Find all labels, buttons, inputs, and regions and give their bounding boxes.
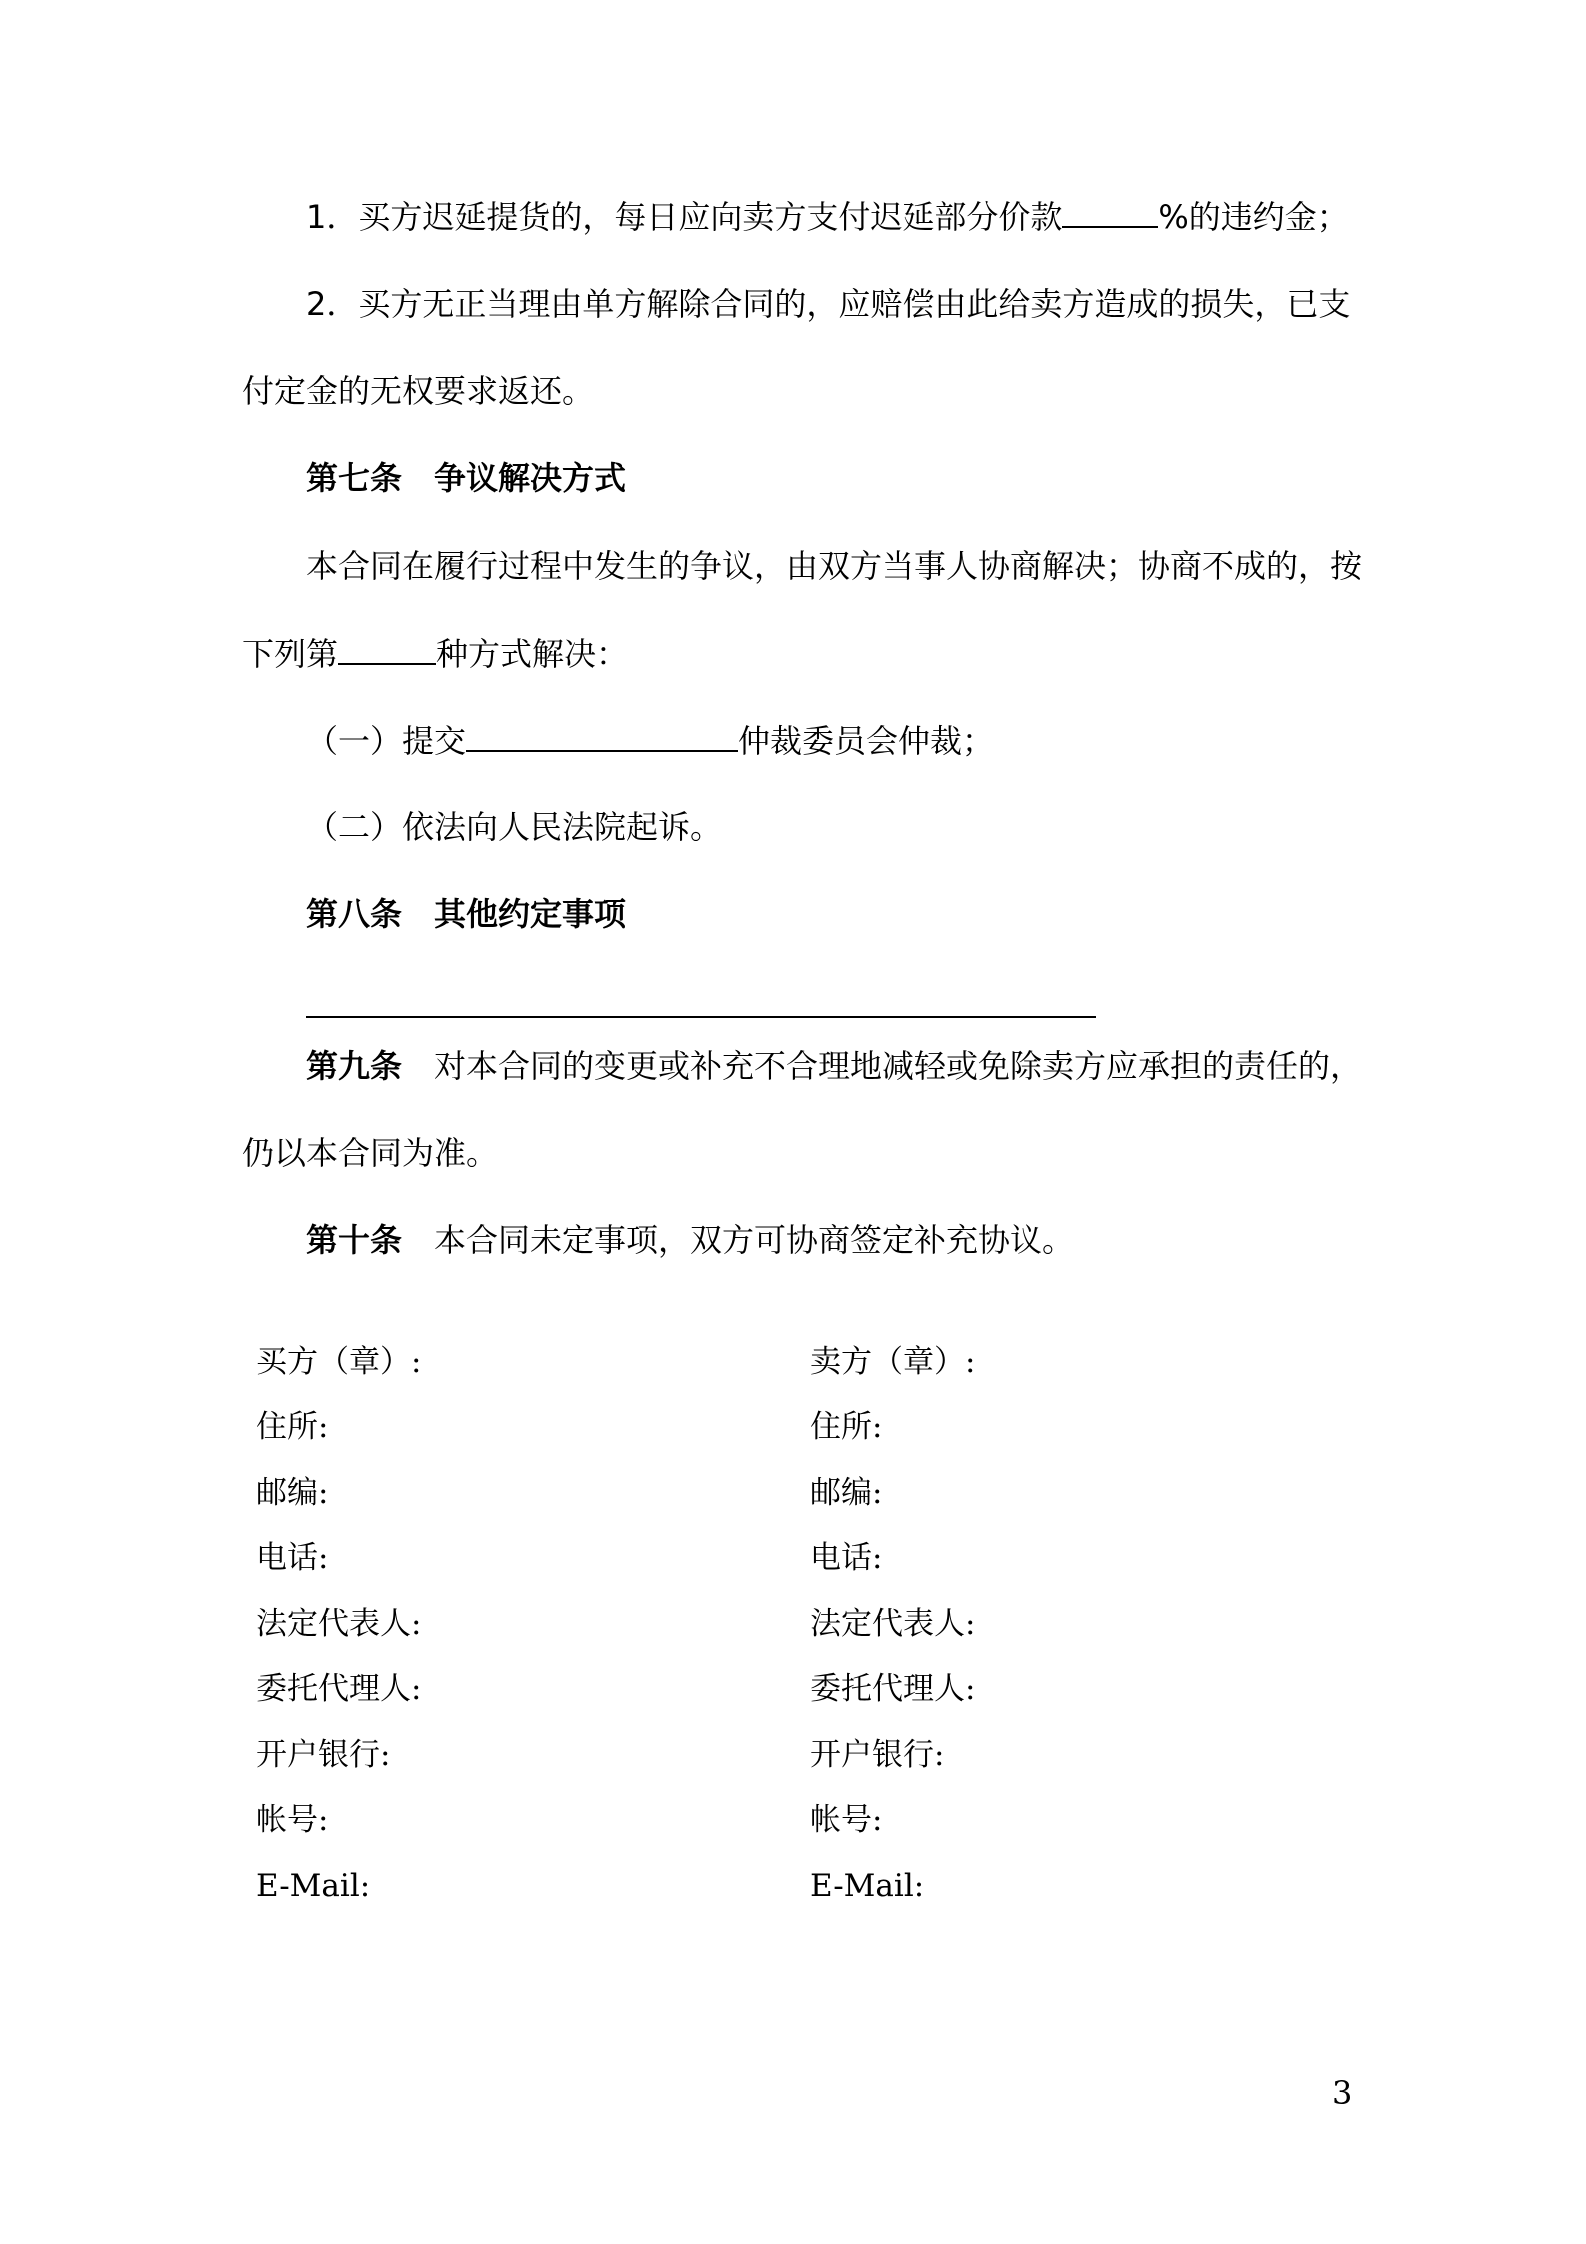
article-8-heading: [306, 894, 626, 934]
buyer-postcode-label: 邮编:: [256, 1475, 329, 1511]
other-terms-blank-line: [306, 1016, 1096, 1018]
article-10-number: 第十条: [306, 1221, 403, 1259]
clause-1-text: 1．买方迟延提货的，每日应向卖方支付迟延部分价款: [306, 198, 1063, 236]
buyer-seal-label: 买方（章）:: [256, 1344, 422, 1380]
article-9-number: 第九条: [306, 1047, 403, 1085]
article-9-line-2: 仍以本合同为准。: [242, 1134, 499, 1172]
penalty-rate-blank: [1062, 196, 1158, 228]
buyer-bank-label: 开户银行:: [256, 1737, 391, 1773]
buyer-legal-rep-label: 法定代表人:: [256, 1606, 422, 1642]
article-7-line-2-start: 下列第: [242, 635, 339, 673]
page-number: 3: [1332, 2074, 1353, 2112]
clause-2-line-1: 2．买方无正当理由单方解除合同的，应赔偿由此给卖方造成的损失，已支: [306, 285, 1351, 323]
article-7-line-1: 本合同在履行过程中发生的争议，由双方当事人协商解决；协商不成的，按: [306, 547, 1363, 585]
buyer-account-label: 帐号:: [256, 1802, 329, 1838]
seller-postcode-label: 邮编:: [810, 1475, 883, 1511]
buyer-address-label: 住所:: [256, 1409, 329, 1445]
seller-email-label: E-Mail:: [810, 1868, 925, 1904]
article-7-number: 第七条: [306, 459, 403, 497]
seller-legal-rep-label: 法定代表人:: [810, 1606, 976, 1642]
article-9-text: 对本合同的变更或补充不合理地减轻或免除卖方应承担的责任的，: [434, 1047, 1363, 1085]
clause-1-text-end: %的违约金；: [1158, 198, 1349, 236]
seller-address-label: 住所:: [810, 1409, 883, 1445]
seller-bank-label: 开户银行:: [810, 1737, 945, 1773]
buyer-email-label: E-Mail:: [256, 1868, 371, 1904]
article-7-option-1: [306, 720, 994, 760]
article-10-line-1: [306, 1220, 1074, 1260]
seller-account-label: 帐号:: [810, 1802, 883, 1838]
seller-phone-label: 电话:: [810, 1540, 883, 1576]
clause-2-line-2: 付定金的无权要求返还。: [242, 372, 595, 410]
article-7-option-2: （二）依法向人民法院起诉。: [306, 808, 723, 846]
article-8-number: 第八条: [306, 895, 403, 933]
article-7-title: 争议解决方式: [434, 459, 627, 497]
arbitration-commission-blank: [466, 720, 738, 752]
article-7-line-2-end: 种方式解决：: [436, 635, 629, 673]
option-1-end: 仲裁委员会仲裁；: [738, 722, 995, 760]
article-10-text: 本合同未定事项，双方可协商签定补充协议。: [434, 1221, 1075, 1259]
article-7-heading: [306, 458, 626, 498]
article-9-line-1: [306, 1046, 1362, 1086]
seller-agent-label: 委托代理人:: [810, 1671, 976, 1707]
option-1-start: （一）提交: [306, 722, 467, 760]
clause-1: [306, 196, 1349, 236]
seller-seal-label: 卖方（章）:: [810, 1344, 976, 1380]
buyer-agent-label: 委托代理人:: [256, 1671, 422, 1707]
article-8-title: 其他约定事项: [434, 895, 627, 933]
buyer-phone-label: 电话:: [256, 1540, 329, 1576]
article-7-line-2: [242, 633, 628, 673]
method-number-blank: [338, 633, 436, 665]
